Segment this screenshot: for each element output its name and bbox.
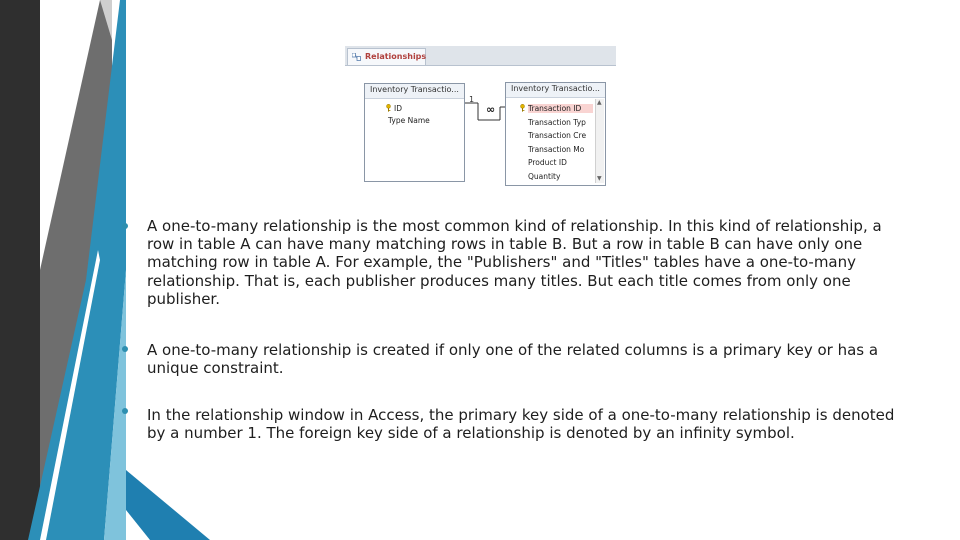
stripe-deep-blue bbox=[126, 470, 210, 540]
bullet-marker bbox=[122, 346, 128, 352]
tab-label: Relationships bbox=[365, 52, 427, 61]
bullet-marker bbox=[122, 223, 128, 229]
bullet-text: A one-to-many relationship is created if only one of the related columns is a primary key or has a unique constraint. bbox=[147, 341, 879, 378]
left-table-title: Inventory Transactio... bbox=[370, 85, 459, 94]
left-field-type-name[interactable]: Type Name bbox=[388, 116, 430, 125]
right-field-transaction-modified[interactable]: Transaction Mo bbox=[528, 145, 585, 154]
right-field-product-id[interactable]: Product ID bbox=[528, 158, 567, 167]
left-field-id[interactable]: ID bbox=[394, 104, 402, 113]
right-table-title: Inventory Transactio... bbox=[511, 84, 600, 93]
document-tab-bar bbox=[345, 46, 616, 66]
right-table-scrollbar[interactable] bbox=[595, 99, 604, 183]
relationships-tab[interactable] bbox=[347, 48, 426, 65]
right-field-transaction-type[interactable]: Transaction Typ bbox=[528, 118, 586, 127]
relationships-icon bbox=[352, 53, 361, 61]
right-field-quantity[interactable]: Quantity bbox=[528, 172, 561, 181]
bullet-marker bbox=[122, 408, 128, 414]
scroll-up-arrow-icon[interactable]: ▲ bbox=[597, 99, 602, 106]
bullet-text: In the relationship window in Access, the primary key side of a one-to-many relationship is denoted by a number 1. The foreign key side of a relationship is denoted by an infinity symbol. bbox=[147, 406, 895, 443]
stripe-dark bbox=[0, 0, 40, 540]
right-table-box[interactable] bbox=[505, 82, 606, 186]
relationship-canvas bbox=[345, 66, 616, 190]
right-table-title-bar[interactable] bbox=[506, 83, 605, 98]
right-field-transaction-created[interactable]: Transaction Cre bbox=[528, 131, 587, 140]
scroll-down-arrow-icon[interactable]: ▼ bbox=[597, 175, 602, 182]
bullet-text: A one-to-many relationship is the most common kind of relationship. In this kind of relationship, a row in table A can have many matching rows in table B. But a row in table B can have only one matching row in table A. For example, the "Publishers" and "Titles" tables have a one-to-many relationship. That is, each publisher produces many titles. But each title comes from only one publisher. bbox=[147, 217, 882, 308]
right-field-transaction-id[interactable]: Transaction ID bbox=[528, 104, 593, 113]
primary-key-icon bbox=[519, 104, 526, 112]
access-relationships-screenshot bbox=[345, 46, 616, 190]
one-side-marker: 1 bbox=[469, 95, 475, 104]
infinity-side-marker: ∞ bbox=[486, 103, 496, 116]
